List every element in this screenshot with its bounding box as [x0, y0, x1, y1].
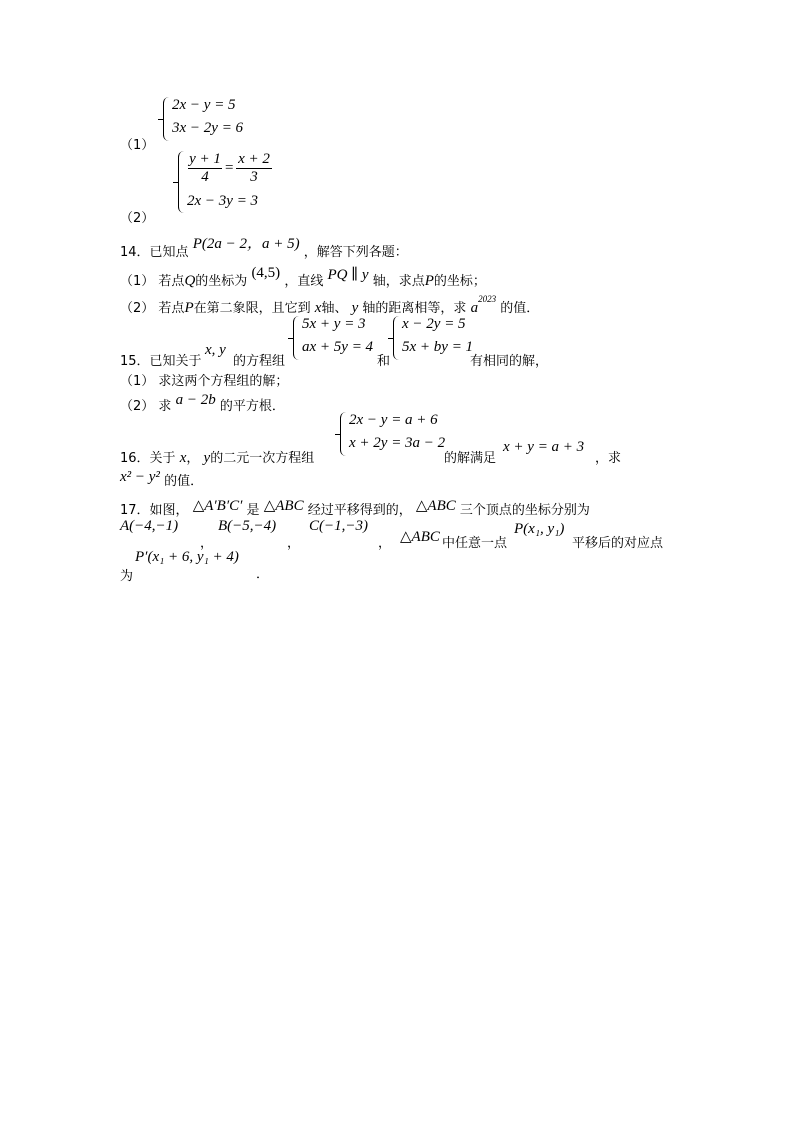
q17-end2: 平移后的对应点 [572, 536, 664, 551]
coordinate: (4,5) [251, 265, 281, 281]
equation: 5x + y = 3 [302, 316, 366, 332]
var-q: Q [184, 273, 196, 289]
problem-label: （2） [120, 211, 155, 226]
text: 经过平移得到的， [307, 503, 412, 518]
triangle-label: △ABC [400, 529, 440, 545]
text: 在第二象限，且它到 [193, 301, 311, 316]
exponent: 2023 [478, 294, 497, 304]
triangle-label: △ABC [263, 498, 304, 514]
point-a: A(−4,−1) [120, 518, 179, 534]
equation: 2x − 3y = 3 [187, 193, 259, 209]
expression: a − 2b [175, 392, 216, 408]
q16-mid2: 的解满足 [444, 451, 497, 466]
point-p: P(x₁, y₁) [514, 521, 565, 537]
sub-label: （2） [120, 301, 155, 316]
var-y: y [203, 450, 211, 466]
brace [178, 151, 185, 213]
q14-sub1 [120, 265, 486, 290]
brace [340, 412, 347, 456]
text: 16．关于 [120, 451, 176, 466]
fraction [236, 151, 272, 186]
text: 的值． [164, 474, 204, 489]
var-p: P [424, 273, 434, 289]
text: 求 [158, 399, 172, 414]
system-15a [293, 316, 374, 360]
text: 的平方根． [219, 399, 285, 414]
text: 三个顶点的坐标分别为 [459, 503, 590, 518]
text: 若点 [158, 301, 185, 316]
text: 求这两个方程组的解； [158, 374, 289, 389]
text: 的二元一次方程组 [210, 451, 315, 466]
text: 是 [246, 503, 260, 518]
q14-sub2 [120, 294, 540, 317]
numerator: y + 1 [189, 151, 221, 167]
equation: 2x − y = 5 [172, 97, 236, 113]
brace [293, 316, 300, 360]
q14-prefix: 14．已知点 [120, 245, 189, 260]
q17-mid2: 中任意一点 [442, 536, 508, 551]
var-y: y [351, 300, 359, 316]
q17-line1 [120, 499, 590, 519]
denominator: 4 [188, 168, 222, 186]
comma: ， [287, 536, 301, 551]
denominator: 3 [236, 168, 272, 186]
system-2 [178, 151, 278, 213]
text: 的坐标为 [195, 274, 248, 289]
q15-mid: 的方程组 [233, 354, 286, 369]
point-c: C(−1,−3) [309, 518, 368, 534]
brace [163, 97, 170, 141]
brace [393, 316, 400, 360]
q15-sub2 [120, 392, 285, 415]
text: 17．如图， [120, 503, 189, 518]
question-14-line [120, 236, 408, 261]
problem-label: （1） [120, 138, 155, 153]
text: 轴，求点 [372, 274, 425, 289]
q14-suffix: ，解答下列各题： [303, 245, 408, 260]
point-p: P(2a − 2，a + 5) [192, 236, 300, 252]
text: 轴的距离相等，求 [362, 301, 467, 316]
q15-and: 和 [377, 354, 391, 369]
q15-prefix: 15．已知关于 [120, 354, 202, 369]
system-15b [393, 316, 474, 360]
sub-label: （1） [120, 274, 155, 289]
text: 的值． [500, 301, 540, 316]
equals-sign: = [225, 160, 234, 176]
q15-sub1 [120, 370, 288, 389]
q16-prefix-wrap [120, 447, 314, 467]
expression: x² − y² [120, 469, 160, 485]
text: ，直线 [284, 274, 324, 289]
system-16 [340, 412, 450, 456]
text: 若点 [158, 274, 185, 289]
q16-line2 [120, 470, 203, 490]
numerator: x + 2 [238, 151, 270, 167]
text: 轴、 [321, 301, 348, 316]
q15-suffix: 有相同的解， [470, 354, 549, 369]
var-p: P [184, 300, 194, 316]
point-b: B(−5,−4) [218, 518, 277, 534]
sub-label: （2） [120, 399, 155, 414]
q17-wei: 为 [120, 569, 134, 584]
triangle-label: △A′B′C′ [192, 498, 243, 514]
text: ， [186, 451, 200, 466]
point-p-prime: P′(x₁ + 6, y₁ + 4) [135, 549, 239, 565]
q15-vars: x, y [205, 342, 226, 358]
equation: x − 2y = 5 [402, 316, 466, 332]
equation: 3x − 2y = 6 [172, 120, 244, 136]
q16-suffix: ，求 [595, 451, 622, 466]
equation: x + 2y = 3a − 2 [349, 435, 446, 451]
comma: ， [378, 536, 392, 551]
var-x: x [314, 300, 322, 316]
text: 的坐标； [433, 274, 486, 289]
equation: ax + 5y = 4 [302, 339, 374, 355]
equation: 5x + by = 1 [402, 339, 474, 355]
base: a [470, 300, 479, 316]
parallel-relation: PQ ∥ y [327, 267, 369, 283]
fraction [188, 151, 222, 186]
var-x: x [179, 450, 187, 466]
power-expression [470, 294, 497, 316]
triangle-label: △ABC [415, 498, 456, 514]
q16-condition: x + y = a + 3 [503, 439, 585, 455]
comma: ， [200, 536, 214, 551]
sub-label: （1） [120, 374, 155, 389]
period: ． [256, 567, 270, 582]
system-1 [163, 97, 273, 141]
equation: 2x − y = a + 6 [349, 412, 438, 428]
